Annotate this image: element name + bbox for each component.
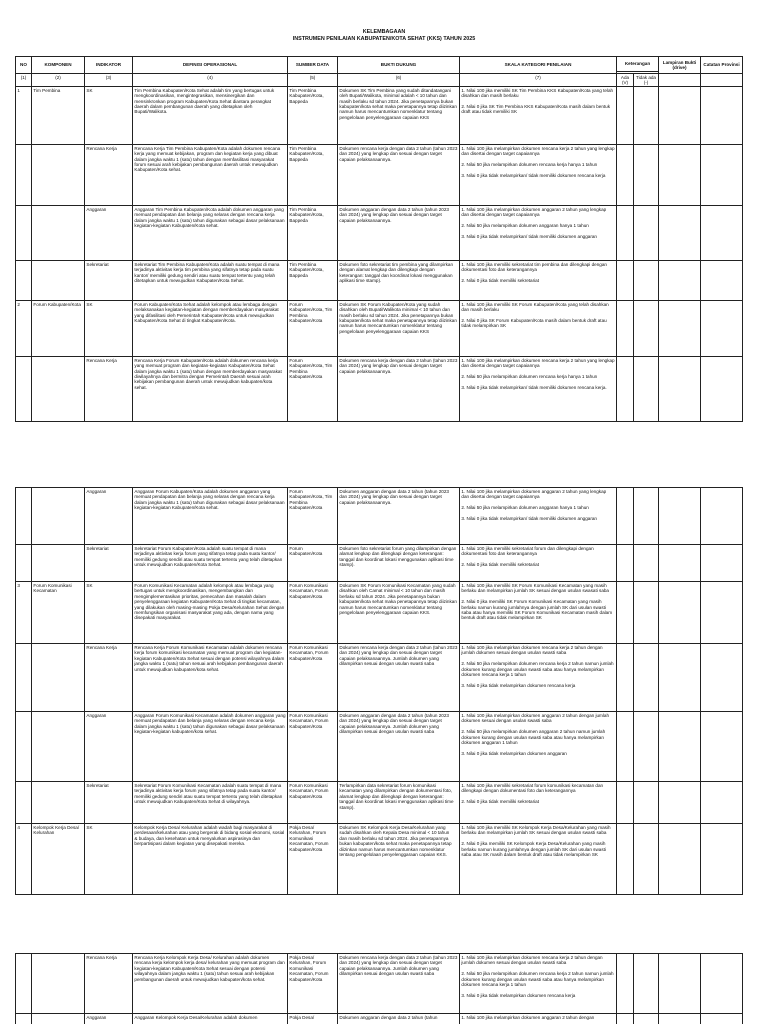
- cell-ada[interactable]: [617, 582, 634, 644]
- col-num: (4): [133, 74, 288, 87]
- cell-komponen: [32, 545, 85, 582]
- cell-skala: 1. Nilai 100 jika memiliki SK Forum Kabupaten/Kota yang telah disahkan dan masih berlaku 2. Nilai 0 jika SK Forum Kabupaten/Kota masih dalam bentuk draft atau tidak melampirkan SK: [460, 300, 617, 356]
- cell-sumber: Pokja Desa/ Kelurahan, Forum Komunikasi Kecamatan, Forum Kabupaten/Kota: [288, 954, 338, 1014]
- table-row: [16, 356, 743, 421]
- cell-definisi: Anggaran Forum Kabupaten/Kota adalah dokumen anggaran yang memuat pendapatan dan belanja yang selaras dengan rencana kerja dalam jangka waktu 1 (satu) tahun digunakan sebagai dasar pelaksanaan kegiatan-kegiatan Kabupaten/Kota sehat.: [133, 488, 288, 545]
- cell-indikator: Rencana Kerja: [85, 954, 133, 1014]
- table-body: [16, 86, 743, 421]
- cell-catatan[interactable]: [701, 824, 743, 895]
- cell-catatan[interactable]: [701, 644, 743, 712]
- cell-catatan[interactable]: [701, 260, 743, 300]
- cell-tidak-ada[interactable]: [634, 782, 659, 824]
- cell-sumber: Tim Pembina Kabupaten/Kota, Bappeda: [288, 205, 338, 260]
- col-num: (1): [16, 74, 32, 87]
- cell-sumber: Pokja Desa/ Kelurahan, Forum Komunikasi Kecamatan, Forum Kabupaten/Kota: [288, 824, 338, 895]
- cell-skala: 1. Nilai 100 jika melampirkan dokumen anggaran 2 tahun dengan jumlah dokumen sesuai dengan usulan swasti saba 2. Nilai 50 jika melampirkan dokumen anggaran 2 tahun namun jumlah dokumen kurang dengan usulan swasti saba atau hanya melampirkan dokumen anggaran 1 tahun 3. Nilai 0 jika tidak melampirkan dokumen anggaran: [460, 712, 617, 782]
- cell-sumber: Forum Komunikasi Kecamatan, Forum Kabupaten/Kota: [288, 582, 338, 644]
- table-row: [16, 205, 743, 260]
- table-row: [16, 712, 743, 782]
- cell-definisi: Forum Komunikasi Kecamatan adalah kelompok atau lembaga yang bertugas untuk mengkoordinasikan, mengembangkan dan mengimplementasikan prioritas, pemecahan dan masalah dalam penyelenggaraan kegiatan Kabupaten/Kota Sehat di tingkat kecamatan, yang dilakukan oleh masing-masing Pokja Desa/Kelurahan Sehat dengan memfungsikan organisasi masyarakat yang ada, dengan nama yang disepakati masyarakat.: [133, 582, 288, 644]
- header-no: NO: [16, 57, 32, 74]
- cell-no: 2: [16, 300, 32, 356]
- cell-skala: 1. Nilai 100 jika memiliki SK Kelompok Kerja Desa/Kelurahan yang masih berlaku dan melampirkan jumlah SK sesuai dengan usulan swasti saba 2. Nilai 0 jika memiliki SK Kelompok Kerja Desa/Kelurahan yang masih berlaku namun kurang jumlahnya dengan jumlah SK dari usulan swasti saba atau SK masih dalam bentuk draft atau tidak melampirkan SK: [460, 824, 617, 895]
- table-body: [16, 954, 743, 1024]
- col-num: (7): [460, 74, 617, 87]
- cell-lampiran[interactable]: [659, 1014, 701, 1024]
- cell-definisi: Kelompok Kerja Desa/ Kelurahan adalah wadah bagi masyarakat di perdesaan/kelurahan atau yang bergerak di bidang sosial ekonomi, sosial & budaya, dan kesehatan untuk menyalurkan aspirasinya dan berpartisipasi dalam kegiatan yang disepakati mereka.: [133, 824, 288, 895]
- cell-skala: 1. Nilai 100 jika melampirkan dokumen rencana kerja 2 tahun dengan jumlah dokumen sesuai dengan usulan swasti saba 2. Nilai 50 jika melampirkan dokumen rencana kerja 2 tahun namun jumlah dokumen kurang dengan usulan swasti saba atau hanya melampirkan dokumen rencana kerja 1 tahun 3. Nilai 0 jika tidak melampirkan dokumen rencana kerja: [460, 954, 617, 1014]
- cell-indikator: Anggaran: [85, 205, 133, 260]
- cell-bukti: Dokumen anggaran dengan data 2 tahun (tahun: [338, 1014, 460, 1024]
- cell-lampiran[interactable]: [659, 86, 701, 144]
- cell-sumber: Forum Kabupaten/Kota: [288, 545, 338, 582]
- cell-tidak-ada[interactable]: [634, 300, 659, 356]
- cell-sumber: Forum Komunikasi Kecamatan, Forum Kabupaten/Kota: [288, 644, 338, 712]
- cell-definisi: Forum Kabupaten/Kota Sehat adalah kelompok atau lembaga dengan melaksanakan kegiatan-kegiatan dengan memberdayakan masyarakat yang difasilitasi oleh Pemerintah Kabupaten/Kota untuk mewujudkan Kabupaten/Kota Sehat di tingkat Kabupaten/Kota.: [133, 300, 288, 356]
- cell-skala: 1. Nilai 100 jika melampirkan dokumen rencana kerja 2 tahun dengan jumlah dokumen sesuai dengan usulan swasti saba 2. Nilai 50 jika melampirkan dokumen rencana kerja 2 tahun namun jumlah dokumen kurang dengan usulan swasti saba atau hanya melampirkan dokumen rencana kerja 1 tahun 3. Nilai 0 jika tidak melampirkan dokumen rencana kerja: [460, 644, 617, 712]
- instrument-table-page-3: [15, 953, 743, 1024]
- cell-tidak-ada[interactable]: [634, 545, 659, 582]
- cell-indikator: Anggaran: [85, 1014, 133, 1024]
- table-body: [16, 488, 743, 895]
- cell-ada[interactable]: [617, 954, 634, 1014]
- cell-tidak-ada[interactable]: [634, 712, 659, 782]
- column-number-row: [16, 74, 743, 87]
- cell-skala: 1. Nilai 100 jika memiliki sekretariat tim pembina dan dilengkapi dengan dokumentasi foto dan keterangannya 2. Nilai 0 jika tidak memiliki sekretariat: [460, 260, 617, 300]
- table-row: [16, 488, 743, 545]
- cell-tidak-ada[interactable]: [634, 824, 659, 895]
- cell-komponen: [32, 488, 85, 545]
- cell-bukti: Dokumen SK Forum Komunikasi Kecamatan yang sudah disahkan oleh Camat minimal < 10 tahun dan masih berlaku sd tahun 2024. Jika penetapannya bukan kabupaten/kota sehat maka penetapannya tetap diizinkan namun harus mencantumkan nomenklatur tentang pengelolaan penyelenggaraan capaian KKS.: [338, 582, 460, 644]
- cell-definisi: Rencana Kerja Kelompok Kerja Desa/ Kelurahan adalah dokumen rencana kerja kelompok kerja desa/ kelurahan yang memuat program dan kegiatan-kegiatan Kabupaten/Kota Sehat sesuai dengan potensi wilayahnya dalam jangka waktu 1 (satu) tahun sesuai arah kebijakan pembangunan daerah untuk mewujudkan kabupaten/kota sehat.: [133, 954, 288, 1014]
- cell-skala: 1. Nilai 100 jika melampirkan dokumen anggaran 2 tahun dengan: [460, 1014, 617, 1024]
- cell-catatan[interactable]: [701, 356, 743, 421]
- table-row: [16, 954, 743, 1014]
- table-row: [16, 1014, 743, 1024]
- cell-definisi: Rencana Kerja Forum Kabupaten/Kota adalah dokumen rencana kerja yang memuat program dan kegiatan-kegiatan Kabupaten/Kota Sehat dalam jangka waktu 1 (satu) tahun dengan memberdayakan masyarakat diwilayahnya dan bermitra dengan Pemerintah Daerah sesuai arah kebijakan pembangunan daerah untuk mewujudkan kabupaten/kota sehat.: [133, 356, 288, 421]
- cell-no: [16, 205, 32, 260]
- cell-lampiran[interactable]: [659, 488, 701, 545]
- cell-lampiran[interactable]: [659, 144, 701, 205]
- cell-indikator: Rencana Kerja: [85, 144, 133, 205]
- cell-indikator: SK: [85, 86, 133, 144]
- cell-komponen: [32, 144, 85, 205]
- cell-tidak-ada[interactable]: [634, 954, 659, 1014]
- cell-catatan[interactable]: [701, 205, 743, 260]
- cell-lampiran[interactable]: [659, 205, 701, 260]
- header-bukti: BUKTI DUKUNG: [338, 57, 460, 74]
- cell-no: [16, 1014, 32, 1024]
- cell-no: [16, 644, 32, 712]
- table-row: [16, 782, 743, 824]
- cell-catatan[interactable]: [701, 954, 743, 1014]
- table-row: [16, 86, 743, 144]
- cell-skala: 1. Nilai 100 jika memiliki sekretariat forum komunikasi kecamatan dan dilengkapi dengan dokumentasi foto dan keterangannya 2. Nilai 0 jika tidak memiliki sekretariat: [460, 782, 617, 824]
- cell-catatan[interactable]: [701, 300, 743, 356]
- col-num-empty: [659, 74, 701, 87]
- cell-lampiran[interactable]: [659, 300, 701, 356]
- cell-catatan[interactable]: [701, 582, 743, 644]
- cell-catatan[interactable]: [701, 488, 743, 545]
- header-komponen: KOMPONEN: [32, 57, 85, 74]
- cell-komponen: Forum Komunikasi Kecamatan: [32, 582, 85, 644]
- cell-no: [16, 545, 32, 582]
- cell-ada[interactable]: [617, 86, 634, 144]
- cell-indikator: Sekretariat: [85, 260, 133, 300]
- table-row: [16, 582, 743, 644]
- cell-definisi: Sekretariat Forum Komunikasi Kecamatan adalah suatu tempat di mana terjadinya aktivitas kerja forum yang sifatnya tetap pada suatu kantor/ memiliki gedung sendiri atau suatu tempat tertentu yang telah ditetapkan untuk mewujudkan Kabupaten/Kota Sehat di wilayahnya.: [133, 782, 288, 824]
- cell-ada[interactable]: [617, 782, 634, 824]
- table-row: [16, 260, 743, 300]
- col-num: (2): [32, 74, 85, 87]
- cell-indikator: Rencana Kerja: [85, 644, 133, 712]
- cell-ada[interactable]: [617, 644, 634, 712]
- cell-catatan[interactable]: [701, 782, 743, 824]
- cell-bukti: Dokumen anggaran dengan data 2 tahun (tahun 2023 dan 2024) yang lengkap dan sesuai dengan target capaian pelaksanaannya.: [338, 205, 460, 260]
- cell-definisi: Rencana Kerja Tim Pembina Kabupaten/Kota adalah dokumen rencana kerja yang memuat kebijakan, program dan kegiatan kerja yang dibuat dalam jangka waktu 1 (satu) tahun dengan memfasilitasi masyarakat forum sesuai arah kebijakan pembangunan daerah untuk mewujudkan Kabupaten/Kota sehat.: [133, 144, 288, 205]
- table-row: [16, 545, 743, 582]
- cell-ada[interactable]: [617, 205, 634, 260]
- cell-indikator: Sekretariat: [85, 545, 133, 582]
- cell-lampiran[interactable]: [659, 782, 701, 824]
- cell-tidak-ada[interactable]: [634, 144, 659, 205]
- cell-komponen: Tim Pembina: [32, 86, 85, 144]
- col-num: (5): [288, 74, 338, 87]
- cell-catatan[interactable]: [701, 144, 743, 205]
- cell-lampiran[interactable]: [659, 356, 701, 421]
- cell-tidak-ada[interactable]: [634, 644, 659, 712]
- cell-no: 1: [16, 86, 32, 144]
- col-ada: Ada (V): [617, 74, 634, 87]
- cell-lampiran[interactable]: [659, 954, 701, 1014]
- cell-skala: 1. Nilai 100 jika memiliki SK Tim Pembina KKS Kabupaten/Kota yang telah disahkan dan masih berlaku 2. Nilai 0 jika SK Tim Pembina KKS Kabupaten/Kota masih dalam bentuk draft atau tidak memiliki SK: [460, 86, 617, 144]
- cell-no: [16, 712, 32, 782]
- cell-skala: 1. Nilai 100 jika melampirkan dokumen rencana kerja 2 tahun yang lengkap dan disertai dengan target capaiannya 2. Nilai 50 jika melampirkan dokumen rencana kerja hanya 1 tahun 3. Nilai 0 jika tidak melampirkan/ tidak memiliki dokumen rencana kerja: [460, 144, 617, 205]
- cell-skala: 1. Nilai 100 jika memiliki SK Forum Komunikasi Kecamatan yang masih berlaku dan melampirkan jumlah SK sesuai dengan usulan swasati saba 2. Nilai 0 jika memiliki SK Forum Komunikasi Kecamatan yang masih berlaku namun kurang jumlahnya dengan jumlah SK dari usulan swasti saba atau hanya memiliki SK Forum Komunikasi Kecamatan masih dalam bentuk draft atau tidak melampirkan SK: [460, 582, 617, 644]
- cell-bukti: Dokumen anggaran dengan data 2 tahun (tahun 2023 dan 2024) yang lengkap dan sesuai dengan target capaian pelaksanaannya.: [338, 488, 460, 545]
- cell-definisi: Sekretariat Forum Kabupaten/Kota adalah suatu tempat di mana terjadinya aktivitas kerja forum yang sifatnya tetap pada suatu kantor/ memiliki gedung sendiri atau suatu tempat tertentu yang telah ditetapkan untuk mewujudkan Kabupaten/Kota Sehat.: [133, 545, 288, 582]
- cell-ada[interactable]: [617, 300, 634, 356]
- header-skala: SKALA KATEGORI PENILAIAN: [460, 57, 617, 74]
- cell-definisi: Anggaran Forum Komunikasi Kecamatan adalah dokumen anggaran yang memuat pendapatan dan belanja yang selaras dengan rencana kerja dalam jangka waktu 1 (satu) tahun digunakan sebagai dasar pelaksanaan kegiatan-kegiatan kabupaten/kota sehat.: [133, 712, 288, 782]
- cell-tidak-ada[interactable]: [634, 260, 659, 300]
- cell-tidak-ada[interactable]: [634, 86, 659, 144]
- cell-ada[interactable]: [617, 1014, 634, 1024]
- cell-bukti: Dokumen rencana kerja dengan data 2 tahun (tahun 2023 dan 2024) yang lengkap dan sesuai dengan target capaian pelaksanaannya.: [338, 356, 460, 421]
- cell-bukti: Dokumen SK Forum Kabupaten/Kota yang sudah disahkan oleh Bupati/Walikota minimal < 10 tahun dan masih berlaku sd tahun 2024. Jika penetapannya bukan kabupaten/kota sehat maka penetapannya tetap diizinkan namun harus mencantumkan nomenklatur tentang pengelolaan penyelenggaraan capaian KKS: [338, 300, 460, 356]
- cell-komponen: [32, 356, 85, 421]
- cell-sumber: Tim Pembina Kabupaten/Kota, Bappeda: [288, 260, 338, 300]
- col-num: (6): [338, 74, 460, 87]
- cell-catatan[interactable]: [701, 86, 743, 144]
- cell-bukti: Dokumen foto sekretariat forum yang dilampirkan dengan alamat lengkap dan dilengkapi dengan keterangan: tanggal dan koordinat lokasi menggunakan aplikasi time stamp).: [338, 545, 460, 582]
- cell-bukti: Dokumen SK Tim Pembina yang sudah ditandatangani oleh Bupati/Walikota, minimal adalah < 10 tahun dan masih berlaku sd tahun 2024. Jika penetapannya bukan kabupaten/kota sehat maka penetapannya tetap diizinkan namun harus mencantumkan nomenklatur tentang pengelolaan penyelenggaraan capaian KKS: [338, 86, 460, 144]
- cell-sumber: Forum Kabupaten/Kota, Tim Pembina Kabupaten/Kota: [288, 300, 338, 356]
- cell-ada[interactable]: [617, 260, 634, 300]
- cell-ada[interactable]: [617, 144, 634, 205]
- instrument-table-page-2: [15, 487, 743, 895]
- cell-skala: 1. Nilai 100 jika melampirkan dokumen rencana kerja 2 tahun yang lengkap dan disertai dengan target capaiannya 2. Nilai 50 jika melampirkan dokumen rencana kerja hanya 1 tahun 3. Nilai 0 jika tidak melampirkan/ tidak memiliki dokumen rencana kerja.: [460, 356, 617, 421]
- cell-komponen: Kelompok Kerja Desa/ Kelurahan: [32, 824, 85, 895]
- instrument-table-page-1: [15, 56, 743, 422]
- cell-komponen: Forum Kabupaten/Kota: [32, 300, 85, 356]
- cell-lampiran[interactable]: [659, 582, 701, 644]
- header-keterangan: Keterangan: [617, 57, 659, 72]
- cell-komponen: [32, 644, 85, 712]
- cell-skala: 1. Nilai 100 jika melampirkan dokumen anggaran 2 tahun yang lengkap dan disertai dengan target capaiannya 2. Nilai 50 jika melampirkan dokumen anggaran hanya 1 tahun 3. Nilai 0 jika tidak melampirkan/ tidak memiliki dokumen anggaran: [460, 488, 617, 545]
- cell-sumber: Tim Pembina Kabupaten/Kota, Bappeda: [288, 144, 338, 205]
- cell-no: [16, 260, 32, 300]
- cell-sumber: Forum Komunikasi Kecamatan, Forum Kabupaten/Kota: [288, 782, 338, 824]
- header-sumber: SUMBER DATA: [288, 57, 338, 74]
- cell-definisi: Anggaran Tim Pembina Kabupaten/Kota adalah dokumen anggaran yang memuat pendapatan dan belanja yang selaras dengan rencana kerja dalam jangka waktu 1 (satu) tahun digunakan sebagai dasar pelaksanaan kegiatan-kegiatan Kabupaten/Kota sehat.: [133, 205, 288, 260]
- table-row: [16, 644, 743, 712]
- table-row: [16, 824, 743, 895]
- cell-lampiran[interactable]: [659, 712, 701, 782]
- cell-indikator: Anggaran: [85, 488, 133, 545]
- cell-catatan[interactable]: [701, 712, 743, 782]
- cell-no: 4: [16, 824, 32, 895]
- cell-lampiran[interactable]: [659, 545, 701, 582]
- title-line-1: KELEMBAGAAN: [362, 29, 406, 35]
- header-lampiran: Lampiran Bukti (drive): [659, 57, 701, 74]
- col-num-empty: [701, 74, 743, 87]
- cell-bukti: Terlampirkan data sekretariat forum komunikasi kecamatan yang dilampirkan dengan dokumentasi foto, alamat lengkap dan dilengkapi dengan keterangan: tanggal dan koordinat lokasi menggunakan aplikasi time stamp).: [338, 782, 460, 824]
- cell-sumber: Pokja Desa/: [288, 1014, 338, 1024]
- cell-ada[interactable]: [617, 545, 634, 582]
- cell-sumber: Forum Komunikasi Kecamatan, Forum Kabupaten/Kota: [288, 712, 338, 782]
- cell-tidak-ada[interactable]: [634, 205, 659, 260]
- cell-komponen: [32, 712, 85, 782]
- cell-sumber: Forum Kabupaten/Kota, Tim Pembina Kabupaten/Kota: [288, 488, 338, 545]
- cell-no: [16, 782, 32, 824]
- cell-no: [16, 356, 32, 421]
- cell-lampiran[interactable]: [659, 260, 701, 300]
- cell-bukti: Dokumen foto sekretariat tim pembina yang dilampirkan dengan alamat lengkap dan dilengkapi dengan keterangan: tanggal dan koordinat lokasi menggunakan aplikasi time stamp).: [338, 260, 460, 300]
- cell-indikator: SK: [85, 582, 133, 644]
- table-row: [16, 300, 743, 356]
- cell-tidak-ada[interactable]: [634, 356, 659, 421]
- cell-lampiran[interactable]: [659, 644, 701, 712]
- cell-definisi: Tim Pembina Kabupaten/Kota Sehat adalah tim yang bertugas untuk mengkoordinasikan, mengintegrasikan, mensinergikan dan mensinkronkan program Kabupaten/Kota Sehat diantara perangkat daerah dalam pembangunan daerah yang ditetapkan oleh Bupati/Walikota.: [133, 86, 288, 144]
- cell-definisi: Anggaran Kelompok Kerja Desa/Kelurahan adalah dokumen: [133, 1014, 288, 1024]
- cell-indikator: Rencana Kerja: [85, 356, 133, 421]
- header-catatan: Catatan Provinsi: [701, 57, 743, 74]
- header-indikator: INDIKATOR: [85, 57, 133, 74]
- cell-komponen: [32, 260, 85, 300]
- cell-skala: 1. Nilai 100 jika memiliki sekretariat forum dan dilengkapi dengan dokumentasi foto dan keterangannya 2. Nilai 0 jika tidak memiliki sekretariat: [460, 545, 617, 582]
- cell-komponen: [32, 954, 85, 1014]
- header-definisi: DEFINISI OPERASIONAL: [133, 57, 288, 74]
- cell-lampiran[interactable]: [659, 824, 701, 895]
- cell-bukti: Dokumen rencana kerja dengan data 2 tahun (tahun 2023 dan 2024) yang lengkap dan sesuai dengan target capaian pelaksanaannya. Jumlah dokumen yang dilampirkan sesuai dengan usulan swasti saba: [338, 644, 460, 712]
- cell-no: [16, 954, 32, 1014]
- cell-komponen: [32, 782, 85, 824]
- cell-indikator: SK: [85, 300, 133, 356]
- cell-tidak-ada[interactable]: [634, 582, 659, 644]
- cell-ada[interactable]: [617, 356, 634, 421]
- cell-tidak-ada[interactable]: [634, 488, 659, 545]
- cell-indikator: SK: [85, 824, 133, 895]
- cell-no: [16, 488, 32, 545]
- cell-catatan[interactable]: [701, 545, 743, 582]
- cell-bukti: Dokumen rencana kerja dengan data 2 tahun (tahun 2023 dan 2024) yang lengkap dan sesuai dengan target capaian pelaksanaannya.: [338, 144, 460, 205]
- cell-no: [16, 144, 32, 205]
- cell-sumber: Tim Pembina Kabupaten/Kota, Bappeda: [288, 86, 338, 144]
- cell-komponen: [32, 1014, 85, 1024]
- cell-skala: 1. Nilai 100 jika melampirkan dokumen anggaran 2 tahun yang lengkap dan disertai dengan target capaiannya 2. Nilai 50 jika melampirkan dokumen anggaran hanya 1 tahun 3. Nilai 0 jika tidak melampirkan/ tidak memiliki dokumen anggaran: [460, 205, 617, 260]
- table-row: [16, 144, 743, 205]
- cell-sumber: Forum Kabupaten/Kota, Tim Pembina Kabupaten/Kota: [288, 356, 338, 421]
- cell-komponen: [32, 205, 85, 260]
- cell-no: 3: [16, 582, 32, 644]
- cell-indikator: Sekretariat: [85, 782, 133, 824]
- cell-bukti: Dokumen anggaran dengan data 2 tahun (tahun 2023 dan 2024) yang lengkap dan sesuai dengan target capaian pelaksanaannya. Jumlah dokumen yang dilampirkan sesuai dengan usulan swasti saba: [338, 712, 460, 782]
- title-line-2: INSTRUMEN PENILAIAN KABUPATEN/KOTA SEHAT (KKS) TAHUN 2025: [292, 36, 476, 43]
- cell-definisi: Rencana Kerja Forum Komunikasi Kecamatan adalah dokumen rencana kerja forum komunikasi kecamatan yang memuat program dan kegiatan-kegiatan Kabupaten/Kota Sehat sesuai dengan potensi wilayahnya dalam jangka waktu 1 (satu) tahun sesuai arah kebijakan pembangunan daerah untuk mewujudkan kabupaten/kota sehat.: [133, 644, 288, 712]
- document-title: [0, 29, 768, 44]
- cell-bukti: Dokumen rencana kerja dengan data 2 tahun (tahun 2023 dan 2024) yang lengkap dan sesuai dengan target capaian pelaksanaannya. Jumlah dokumen yang dilampirkan sesuai dengan usulan swasti saba: [338, 954, 460, 1014]
- cell-ada[interactable]: [617, 488, 634, 545]
- cell-ada[interactable]: [617, 824, 634, 895]
- cell-catatan[interactable]: [701, 1014, 743, 1024]
- cell-ada[interactable]: [617, 712, 634, 782]
- col-num: (3): [85, 74, 133, 87]
- col-tidak-ada: Tidak ada (-): [634, 74, 659, 87]
- cell-bukti: Dokumen SK Kelompok Kerja Desa/Kelurahan yang sudah disahkan oleh Kepala Desa minimal < 10 tahun dan masih berlaku sd tahun 2024. Jika penetapannya bukan kabupaten/kota sehat maka penetapannya tetap diizinkan namun harus mencantumkan nomenklatur tentang pengelolaan penyelenggaraan capaian KKS.: [338, 824, 460, 895]
- cell-tidak-ada[interactable]: [634, 1014, 659, 1024]
- cell-indikator: Anggaran: [85, 712, 133, 782]
- cell-definisi: Sekretariat Tim Pembina Kabupaten/Kota adalah suatu tempat di mana terjadinya aktivitas kerja tim pembina yang sifatnya tetap pada suatu kantor/ memiliki gedung sendiri atau suatu tempat tertentu yang telah ditetapkan untuk mewujudkan Kabupaten/Kota Sehat.: [133, 260, 288, 300]
